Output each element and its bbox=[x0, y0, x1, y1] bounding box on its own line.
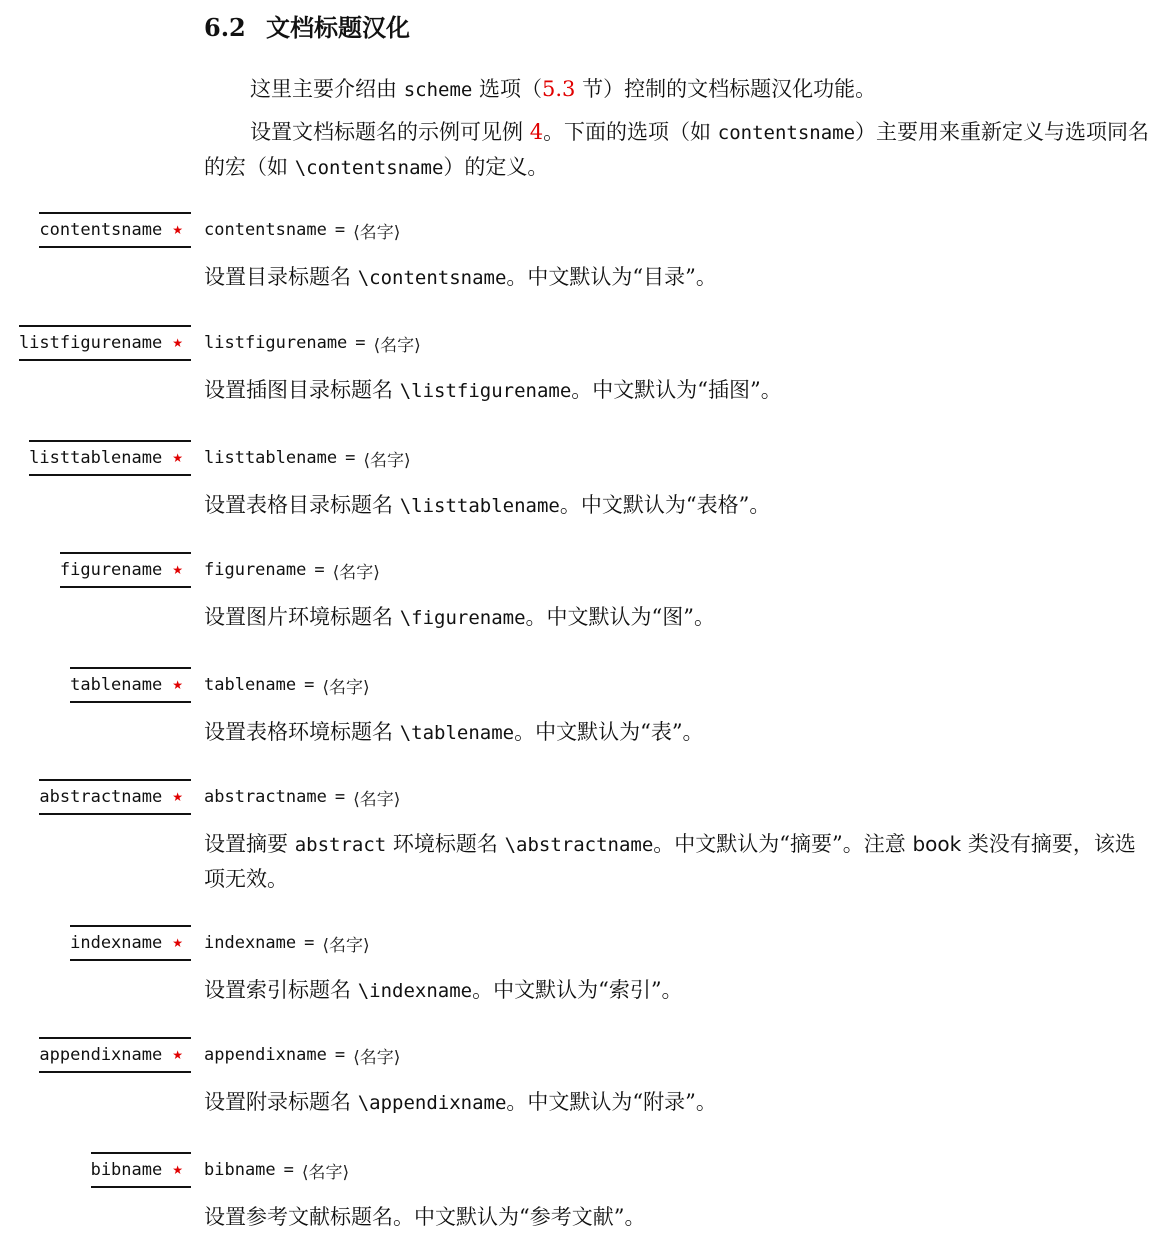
desc-text-after: 类没有摘要，该选项无效。 bbox=[204, 832, 1136, 891]
option-label-text: contentsname bbox=[39, 220, 163, 240]
option-description-listfigurename bbox=[204, 373, 1156, 408]
option-label-text: appendixname bbox=[39, 1045, 163, 1065]
desc-text-after: 。中文默认为“附录”。 bbox=[506, 1090, 717, 1114]
option-description-figurename bbox=[204, 600, 1156, 635]
desc-macro: \listtablename bbox=[399, 495, 560, 517]
intro-1-text-before: 这里主要介绍由 bbox=[250, 77, 404, 101]
intro-2-text-mid2: ）主要用来重新定义与选项同名的宏（如 bbox=[204, 120, 1150, 179]
desc-env-name: abstract bbox=[294, 834, 387, 856]
option-key: contentsname bbox=[204, 220, 327, 240]
equals-sign: = bbox=[334, 787, 346, 807]
equals-sign: = bbox=[314, 560, 325, 580]
option-description-listtablename bbox=[204, 488, 1156, 523]
equals-sign: = bbox=[304, 675, 315, 695]
desc-text-before: 设置表格目录标题名 bbox=[204, 493, 400, 517]
star-icon: ★ bbox=[172, 936, 183, 950]
option-syntax-listtablename bbox=[204, 440, 411, 476]
desc-macro: \listfigurename bbox=[399, 380, 572, 402]
star-icon: ★ bbox=[172, 1163, 183, 1177]
desc-text-after: 。中文默认为“索引”。 bbox=[472, 978, 683, 1002]
desc-text-after: 。中文默认为“插图”。 bbox=[571, 378, 782, 402]
option-syntax-tablename bbox=[204, 667, 370, 703]
option-label-listfigurename bbox=[19, 325, 191, 361]
desc-text-before: 设置参考文献标题名 bbox=[204, 1205, 393, 1229]
option-label-text: bibname bbox=[90, 1160, 163, 1180]
intro-1-text-after: 节）控制的文档标题汉化功能。 bbox=[575, 77, 877, 101]
option-description-tablename bbox=[204, 715, 1156, 750]
star-icon: ★ bbox=[172, 336, 183, 350]
desc-text-after: 。中文默认为“目录”。 bbox=[506, 265, 717, 289]
desc-text-before: 设置索引标题名 bbox=[204, 978, 358, 1002]
option-description-abstractname bbox=[204, 827, 1156, 896]
option-syntax-indexname bbox=[204, 925, 370, 961]
option-label-text: tablename bbox=[70, 675, 163, 695]
option-label-text: listtablename bbox=[29, 448, 163, 468]
option-key: abstractname bbox=[204, 787, 327, 807]
option-label-text: abstractname bbox=[39, 787, 163, 807]
desc-text-before: 设置表格环境标题名 bbox=[204, 720, 400, 744]
desc-text-after: 。中文默认为“参考文献”。 bbox=[393, 1205, 646, 1229]
desc-class-name: book bbox=[912, 832, 962, 856]
intro-1-code-scheme: scheme bbox=[403, 79, 473, 101]
desc-text-mid0: 环境标题名 bbox=[386, 832, 505, 856]
option-syntax-listfigurename bbox=[204, 325, 421, 361]
option-key: appendixname bbox=[204, 1045, 327, 1065]
desc-macro: \figurename bbox=[399, 607, 526, 629]
intro-paragraph-2 bbox=[204, 115, 1156, 185]
section-title: 文档标题汉化 bbox=[266, 13, 410, 42]
equals-sign: = bbox=[334, 220, 346, 240]
option-description-contentsname bbox=[204, 260, 1156, 295]
option-key: tablename bbox=[204, 675, 297, 695]
equals-sign: = bbox=[334, 1045, 346, 1065]
desc-text-before: 设置摘要 bbox=[204, 832, 295, 856]
option-syntax-appendixname bbox=[204, 1037, 400, 1073]
intro-1-text-mid: 选项（ bbox=[472, 77, 543, 101]
option-key: bibname bbox=[204, 1160, 276, 1180]
option-label-bibname bbox=[91, 1152, 191, 1188]
option-description-indexname bbox=[204, 973, 1156, 1008]
option-label-text: indexname bbox=[70, 933, 163, 953]
desc-text-before: 设置插图目录标题名 bbox=[204, 378, 400, 402]
option-description-appendixname bbox=[204, 1085, 1156, 1120]
intro-2-text-mid: 。下面的选项（如 bbox=[543, 120, 718, 144]
desc-text-before: 设置目录标题名 bbox=[204, 265, 358, 289]
intro-2-text-before: 设置文档标题名的示例可见例 bbox=[250, 120, 530, 144]
option-syntax-figurename bbox=[204, 552, 380, 588]
desc-macro: \indexname bbox=[357, 980, 473, 1002]
option-meta-value: ⟨名字⟩ bbox=[353, 1047, 401, 1068]
desc-text-after: 。中文默认为“图”。 bbox=[525, 605, 716, 629]
desc-text-before: 设置图片环境标题名 bbox=[204, 605, 400, 629]
star-icon: ★ bbox=[172, 563, 183, 577]
desc-macro: \contentsname bbox=[357, 267, 507, 289]
option-key: figurename bbox=[204, 560, 307, 580]
option-label-listtablename bbox=[29, 440, 191, 476]
example-ref-link[interactable]: 4 bbox=[529, 120, 544, 144]
desc-text-after: 。中文默认为“表格”。 bbox=[559, 493, 771, 517]
star-icon: ★ bbox=[172, 1048, 183, 1062]
intro-2-code-macro: \contentsname bbox=[294, 157, 444, 179]
option-syntax-bibname bbox=[204, 1152, 349, 1188]
option-meta-value: ⟨名字⟩ bbox=[373, 335, 421, 356]
option-key: listtablename bbox=[204, 448, 338, 468]
intro-2-code-option: contentsname bbox=[717, 122, 856, 144]
star-icon: ★ bbox=[172, 223, 183, 237]
option-syntax-contentsname bbox=[204, 212, 400, 248]
option-key: listfigurename bbox=[204, 333, 348, 353]
equals-sign: = bbox=[304, 933, 315, 953]
option-meta-value: ⟨名字⟩ bbox=[322, 677, 370, 698]
desc-macro: \appendixname bbox=[357, 1092, 507, 1114]
star-icon: ★ bbox=[172, 790, 183, 804]
section-number: 6.2 bbox=[204, 13, 246, 42]
intro-2-text-after: ）的定义。 bbox=[443, 155, 549, 179]
option-meta-value: ⟨名字⟩ bbox=[353, 222, 401, 243]
option-meta-value: ⟨名字⟩ bbox=[332, 562, 380, 583]
option-label-abstractname bbox=[39, 779, 191, 815]
option-meta-value: ⟨名字⟩ bbox=[363, 450, 411, 471]
option-label-indexname bbox=[70, 925, 191, 961]
section-ref-link[interactable]: 5.3 bbox=[542, 77, 576, 101]
option-meta-value: ⟨名字⟩ bbox=[301, 1162, 350, 1183]
option-meta-value: ⟨名字⟩ bbox=[353, 789, 401, 810]
equals-sign: = bbox=[345, 448, 356, 468]
desc-text-after: 。中文默认为“表”。 bbox=[514, 720, 704, 744]
desc-text-mid: 。中文默认为“摘要”。注意 bbox=[653, 832, 913, 856]
desc-macro: \tablename bbox=[399, 722, 515, 744]
equals-sign: = bbox=[283, 1160, 294, 1180]
option-key: indexname bbox=[204, 933, 297, 953]
desc-macro: \abstractname bbox=[504, 834, 654, 856]
option-label-contentsname bbox=[39, 212, 191, 248]
option-syntax-abstractname bbox=[204, 779, 400, 815]
option-label-appendixname bbox=[39, 1037, 191, 1073]
option-meta-value: ⟨名字⟩ bbox=[322, 935, 370, 956]
section-heading bbox=[204, 10, 410, 46]
option-label-tablename bbox=[70, 667, 191, 703]
option-description-bibname bbox=[204, 1200, 1156, 1234]
star-icon: ★ bbox=[172, 451, 183, 465]
star-icon: ★ bbox=[172, 678, 183, 692]
desc-text-before: 设置附录标题名 bbox=[204, 1090, 358, 1114]
option-label-figurename bbox=[60, 552, 191, 588]
option-label-text: figurename bbox=[59, 560, 163, 580]
equals-sign: = bbox=[355, 333, 366, 353]
option-label-text: listfigurename bbox=[18, 333, 163, 353]
intro-paragraph-1 bbox=[204, 72, 1156, 107]
